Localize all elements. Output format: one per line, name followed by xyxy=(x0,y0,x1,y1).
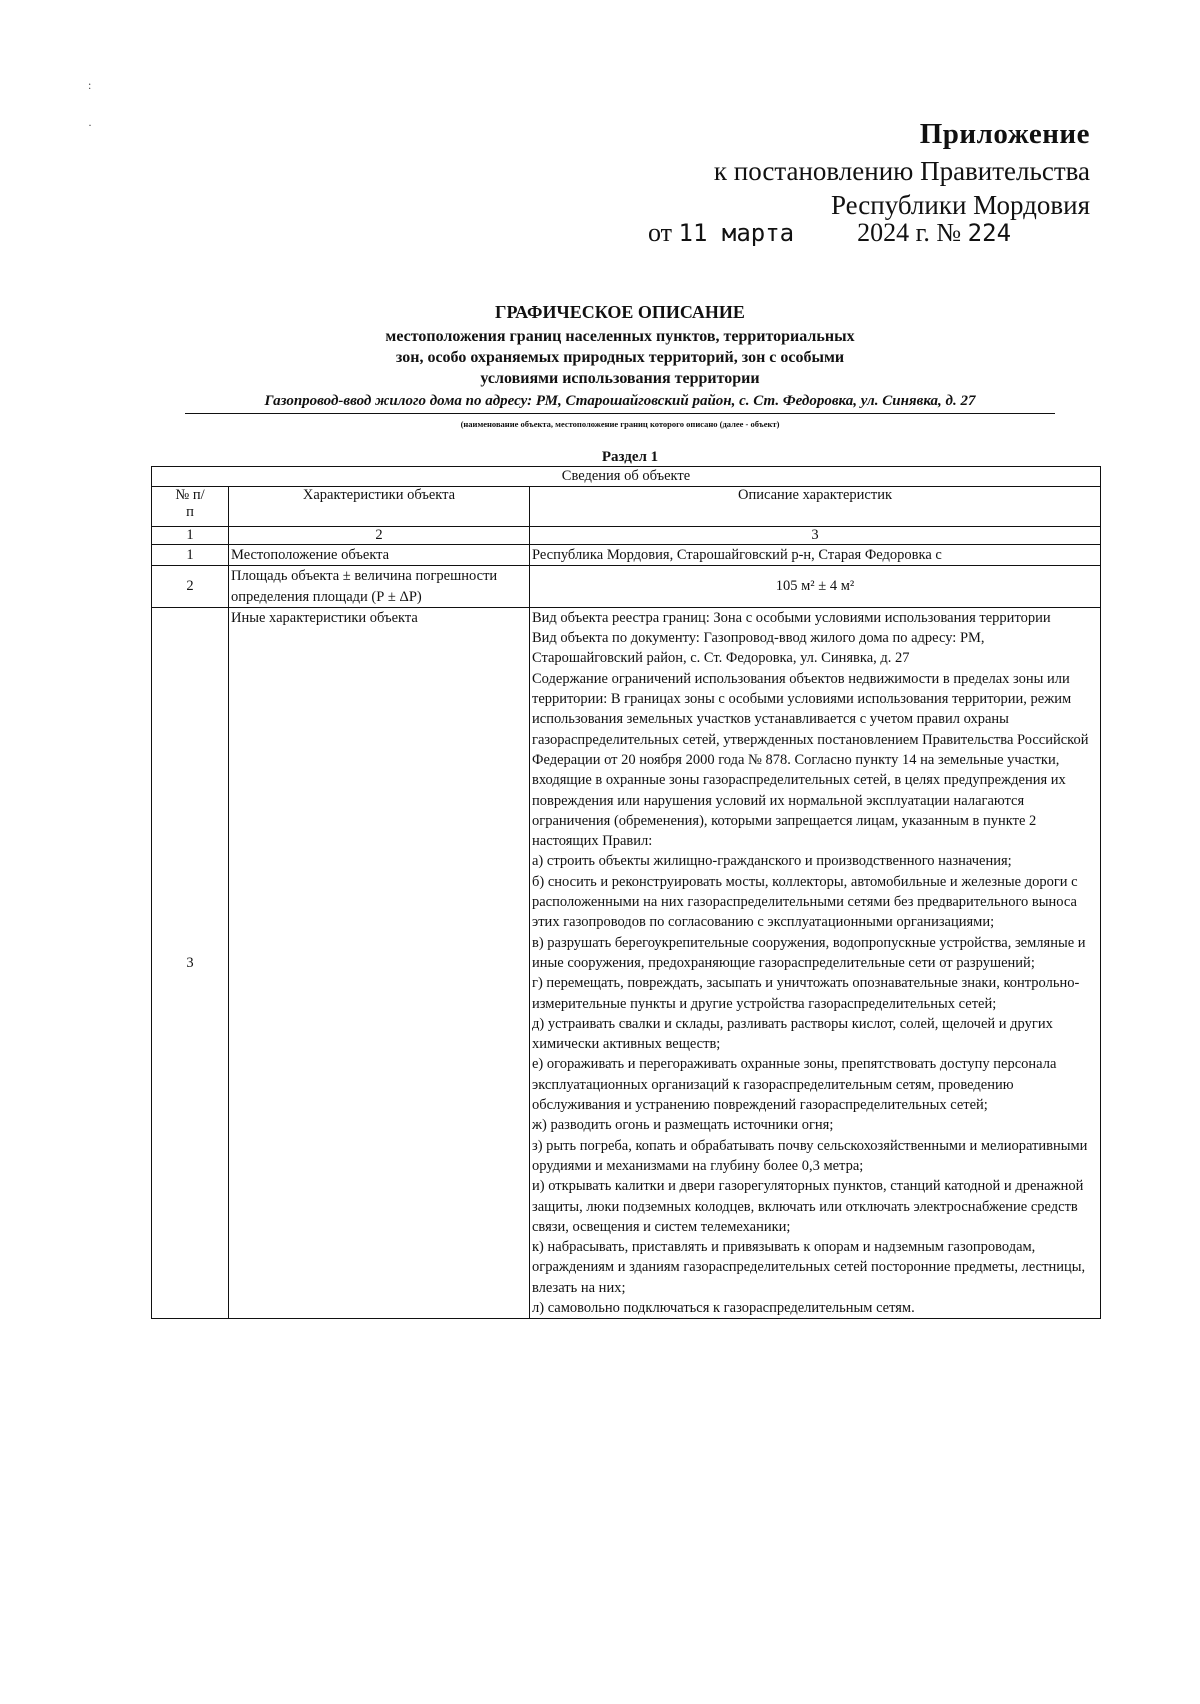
appendix-line-1: к постановлению Правительства xyxy=(713,156,1090,186)
row-description xyxy=(530,607,1101,1318)
table-caption: Сведения об объекте xyxy=(152,467,1101,487)
object-info-table xyxy=(151,466,1101,1319)
column-number: 3 xyxy=(530,527,1101,545)
restriction-item: д) устраивать свалки и склады, разливать растворы кислот, солей, щелочей и других химически активных веществ; xyxy=(532,1015,1053,1053)
restriction-item: и) открывать калитки и двери газорегуляторных пунктов, станций катодной и дренажной защиты, люки подземных колодцев, включать или отключать электроснабжение средств связи, освещения и систем телемеханики; xyxy=(532,1178,1084,1235)
column-header-number-text: № п/п xyxy=(175,487,205,520)
appendix-date xyxy=(648,218,1011,248)
appendix-line-2: Республики Мордовия xyxy=(830,190,1090,220)
restriction-item: е) огораживать и перегораживать охранные зоны, препятствовать доступу персонала эксплуатационных организаций к газораспределительным сетям, проведению обслуживания и устранению повреждений газораспределительных сетей; xyxy=(532,1056,1057,1114)
row-description: Республика Мордовия, Старошайговский р-н, Старая Федоровка с xyxy=(530,545,1101,566)
appendix-title: Приложение xyxy=(919,118,1090,150)
scan-speck: : xyxy=(88,78,92,92)
decree-number: 224 xyxy=(967,219,1012,247)
date-prefix: от xyxy=(648,218,673,247)
restriction-item: ж) разводить огонь и размещать источники огня; xyxy=(532,1117,834,1134)
restriction-item: в) разрушать берегоукрепительные сооружения, водопропускные устройства, земляные и иные сооружения, предохраняющие газораспределительные сети от разрушений; xyxy=(532,934,1086,971)
column-header-number xyxy=(152,487,229,527)
column-header-characteristic: Характеристики объекта xyxy=(229,487,530,527)
restriction-item: л) самовольно подключаться к газораспределительным сетям. xyxy=(532,1299,915,1316)
scan-speck: · xyxy=(88,118,92,132)
row-number: 1 xyxy=(152,545,229,566)
column-header-description: Описание характеристик xyxy=(530,487,1101,527)
section-title: Раздел 1 xyxy=(601,449,659,465)
restriction-item: б) сносить и реконструировать мосты, коллекторы, автомобильные и железные дороги с расположенными на них газораспределительными сетями без предварительного выноса этих газопроводов по согласованию с эксплуатационными организациями; xyxy=(532,873,1078,931)
restriction-item: к) набрасывать, приставлять и привязывать к опорам и надземным газопроводам, ограждениям и зданиям газораспределительных сетей посторонние предметы, лестницы, влезать на них; xyxy=(532,1239,1086,1296)
restriction-item: г) перемещать, повреждать, засыпать и уничтожать опознавательные знаки, контрольно-измерительные пункты и другие устройства газораспределительных сетей; xyxy=(532,975,1080,1012)
description-paragraph: Вид объекта по документу: Газопровод-ввод жилого дома по адресу: РМ, Старошайговский район, с. Ст. Федоровка, ул. Синявка, д. 27 xyxy=(532,630,985,667)
table-row xyxy=(152,566,1101,608)
row-number: 2 xyxy=(152,566,229,608)
column-number: 2 xyxy=(229,527,530,545)
table-row xyxy=(152,607,1101,1318)
document-subtitle-line: местоположения границ населенных пунктов, территориальных xyxy=(385,328,855,345)
restriction-item: а) строить объекты жилищно-гражданского и производственного назначения; xyxy=(532,853,1012,870)
date-year: 2024 г. № xyxy=(857,218,962,247)
row-characteristic: Иные характеристики объекта xyxy=(229,607,530,1318)
row-characteristic: Площадь объекта ± величина погрешности определения площади (Р ± ΔР) xyxy=(229,566,530,608)
document-subtitle-line: условиями использования территории xyxy=(480,370,760,387)
row-description: 105 м² ± 4 м² xyxy=(530,566,1101,608)
restriction-item: з) рыть погреба, копать и обрабатывать почву сельскохозяйственными и мелиоративными орудиями и механизмами на глубину более 0,3 метра; xyxy=(532,1137,1088,1174)
row-characteristic: Местоположение объекта xyxy=(229,545,530,566)
document-title: ГРАФИЧЕСКОЕ ОПИСАНИЕ xyxy=(495,302,745,322)
description-paragraph: Содержание ограничений использования объектов недвижимости в пределах зоны или территории: В границах зоны с особыми условиями использования территории, режим использования земельных участков устанавливается с учетом правил охраны газораспределительных сетей, утвержденных постановлением Правительства Российской Федерации от 20 ноября 2000 года № 878. Согласно пункту 14 на земельные участки, входящие в охранные зоны газораспределительных сетей, в целях предупреждения их повреждения или нарушения условий их нормальной эксплуатации налагаются ограничения (обременения), которыми запрещается лицам, указанным в пункте 2 настоящих Правил: xyxy=(532,670,1089,850)
document-subtitle-line: зон, особо охраняемых природных территорий, зон с особыми xyxy=(395,349,845,366)
table-row xyxy=(152,545,1101,566)
row-number: 3 xyxy=(152,607,229,1318)
object-name: Газопровод-ввод жилого дома по адресу: РМ, Старошайговский район, с. Ст. Федоровка, ул. Синявка, д. 27 xyxy=(185,393,1055,414)
description-paragraph: Вид объекта реестра границ: Зона с особыми условиями использования территории xyxy=(532,609,1051,626)
column-number: 1 xyxy=(152,527,229,545)
date-day-month: 11 марта xyxy=(678,219,795,247)
object-name-caption: (наименование объекта, местоположение границ которого описано (далее - объект) xyxy=(460,419,780,429)
